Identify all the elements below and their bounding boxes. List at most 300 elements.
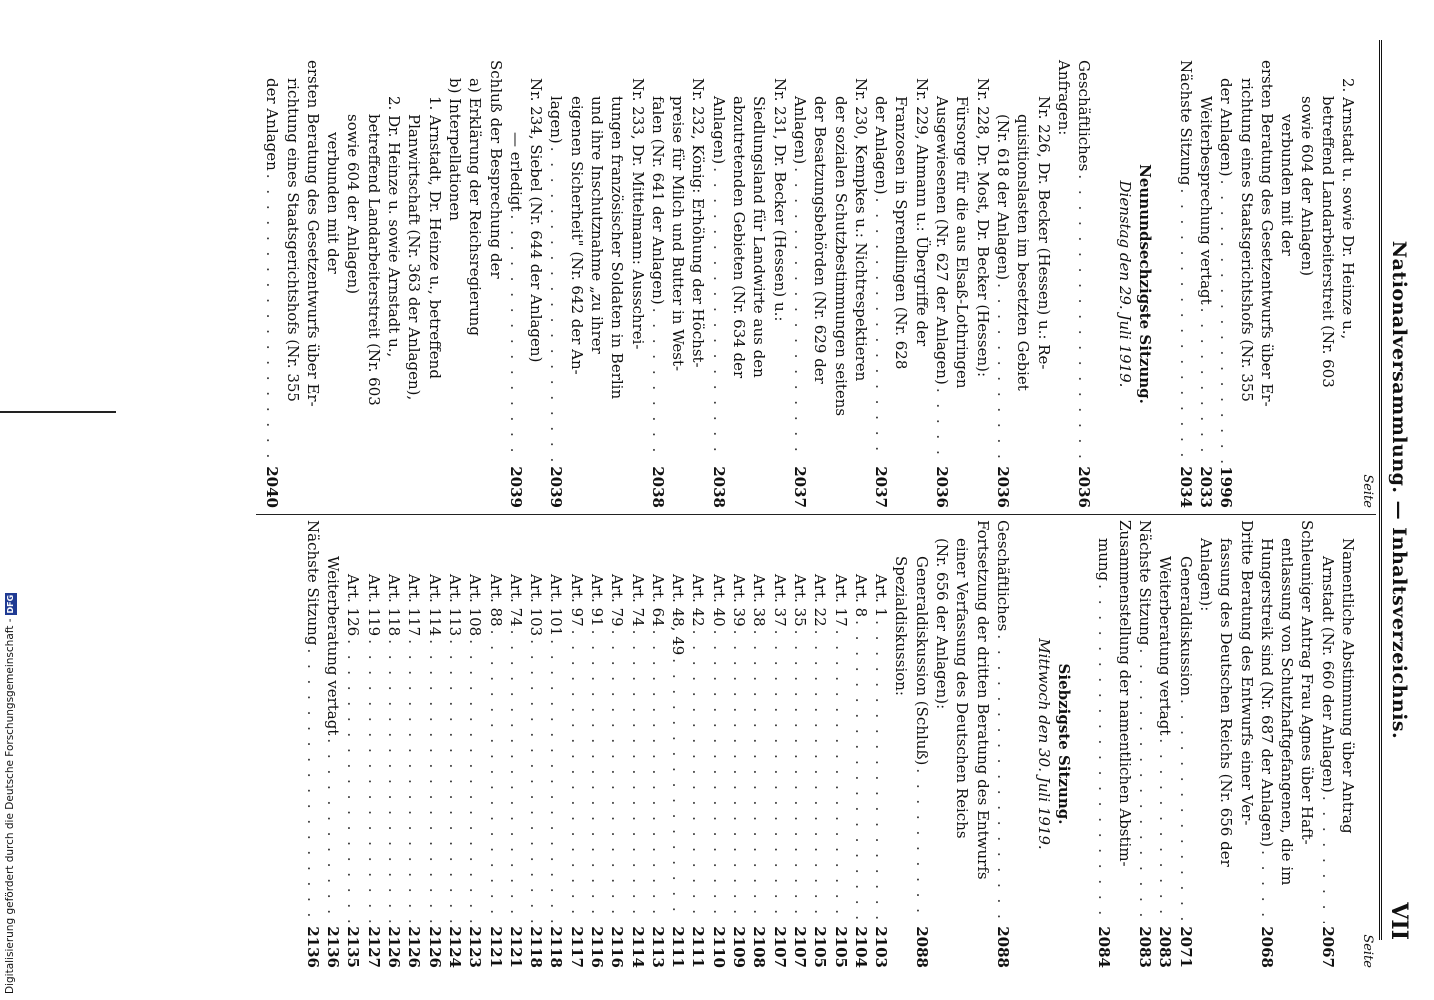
toc-entry-text: einer Verfassung des Deutschen Reichs (953, 538, 972, 839)
toc-entry-text: der Besatzungsbehörden (Nr. 629 der (811, 96, 830, 384)
toc-line (709, 60, 729, 508)
dot-leader (546, 147, 566, 464)
toc-line (485, 520, 505, 968)
toc-entry-text: (Nr. 656 der Anlagen): (933, 538, 952, 710)
page-ref: 2127 (364, 926, 383, 968)
toc-line (932, 520, 952, 968)
toc-line (465, 60, 485, 508)
toc-entry-text: Planwirtschaft (Nr. 363 der Anlagen), (405, 114, 424, 401)
toc-line (729, 520, 749, 968)
page-ref: 2126 (425, 926, 444, 968)
dot-leader (262, 174, 282, 463)
toc-entry-text: Art. 113 (445, 574, 464, 637)
dot-leader (810, 630, 830, 924)
toc-entry-text: Nr. 229, Ahmann u.: Übergriffe der (912, 78, 931, 347)
page-ref: 2114 (628, 926, 647, 968)
toc-entry-text: Nr. 233, Dr. Mittelmann: Ausschrei- (628, 78, 647, 350)
toc-entry-text: Art. 79 (608, 574, 627, 627)
toc-line (790, 60, 810, 508)
toc-line (830, 60, 850, 508)
toc-entry-text: ersten Beratung des Gesetzentwurfs über Er- (303, 60, 322, 407)
dot-leader (709, 630, 729, 924)
dot-leader (587, 630, 607, 924)
dot-leader (1135, 648, 1155, 923)
toc-line (1135, 520, 1155, 968)
toc-entry-text: Art. 42 (689, 574, 708, 627)
toc-line (1317, 520, 1337, 968)
toc-line (1196, 60, 1216, 508)
toc-entry-text: sowie 604 der Anlagen) (1298, 96, 1317, 277)
dot-leader (688, 630, 708, 924)
toc-line (1155, 520, 1175, 968)
toc-line (729, 60, 749, 508)
toc-line (851, 60, 871, 508)
toc-entry-text: Nächste Sitzung (1176, 60, 1195, 186)
toc-entry-text: 2. Arnstadt u. sowie Dr. Heinze u., (1339, 78, 1357, 340)
toc-line (1033, 60, 1053, 508)
toc-entry-text: Mittwoch den 30. Juli 1919. (1034, 638, 1053, 850)
dot-leader (648, 630, 668, 924)
page-ref: 2036 (1075, 466, 1094, 508)
page-ref: 2068 (1257, 926, 1276, 968)
toc-entry-text: Art. 17 (831, 574, 850, 627)
toc-entry-text: Nr. 231, Dr. Becker (Hessen) u.: (770, 78, 789, 322)
toc-line (972, 520, 992, 968)
page-ref: 2116 (608, 926, 627, 968)
toc-line (384, 60, 404, 508)
blank-line (1094, 60, 1114, 508)
dot-leader (1317, 796, 1337, 923)
page-ref: 2034 (1176, 466, 1195, 508)
dot-leader (932, 388, 952, 463)
toc-line (1094, 520, 1114, 968)
page-ref: 2105 (831, 926, 850, 968)
toc-entry-text: Fortsetzung der dritten Beratung des Entwurfs (973, 520, 992, 880)
toc-entry-text: entlassung von Schutzhaftgefangenen, die im (1278, 538, 1297, 886)
toc-entry-text: Art. 22 (811, 574, 830, 627)
page-ref: 2126 (385, 926, 404, 968)
toc-entry-text: Nr. 230, Kempkes u.: Nichtrespektieren (851, 78, 870, 382)
toc-entry-text: Art. 88 (486, 574, 505, 627)
toc-line (627, 520, 647, 968)
page-ref: 2136 (324, 926, 343, 968)
dot-leader (343, 639, 363, 923)
page-ref: 2083 (1156, 926, 1175, 968)
dot-leader (506, 630, 526, 924)
toc-line (932, 60, 952, 508)
toc-line (1297, 520, 1317, 968)
toc-line (1277, 520, 1297, 968)
page-ref: 2038 (648, 466, 667, 508)
dot-leader (1094, 584, 1114, 923)
toc-line (993, 520, 1013, 968)
toc-line (871, 60, 891, 508)
toc-line (749, 60, 769, 508)
toc-entry-text: Nr. 228, Dr. Most, Dr. Becker (Hessen): (973, 78, 992, 378)
toc-line (1013, 60, 1033, 508)
toc-line (1297, 60, 1317, 508)
column-divider (256, 514, 1376, 515)
toc-line (546, 520, 566, 968)
toc-line (688, 60, 708, 508)
toc-entry-text: Anfragen: (1054, 60, 1073, 136)
page-ref: 2107 (770, 926, 789, 968)
toc-entry-text: fassung des Deutschen Reichs (Nr. 656 der (1217, 538, 1236, 867)
dfg-logo: DFG (6, 594, 15, 614)
toc-line (810, 60, 830, 508)
dot-leader (769, 630, 789, 924)
toc-entry-text: Weiterberatung vertagt (1156, 556, 1175, 736)
toc-entry-text: Art. 40 (709, 574, 728, 627)
toc-line (1175, 60, 1195, 508)
page-ref: 2135 (344, 926, 363, 968)
page-ref: 2036 (993, 466, 1012, 508)
toc-line (851, 520, 871, 968)
session-date (1114, 60, 1134, 508)
toc-lines-right (303, 520, 1358, 968)
dot-leader (506, 215, 526, 464)
toc-entry-text: tungen französischer Soldaten in Berlin (608, 96, 627, 400)
dot-leader (1257, 850, 1277, 923)
toc-entry-text: 1. Arnstadt, Dr. Heinze u., betreffend (425, 96, 444, 379)
toc-entry-text: Nr. 232, König: Erhöhung der Höchst- (689, 78, 708, 368)
toc-line (911, 60, 931, 508)
toc-entry-text: verbunden mit der (1278, 114, 1297, 256)
dot-leader (363, 639, 383, 923)
dot-leader (668, 658, 688, 923)
toc-entry-text: Weiterbesprechung vertagt (1196, 96, 1215, 305)
toc-entry-text: Art. 37 (770, 574, 789, 627)
toc-column-left (262, 60, 1376, 508)
toc-line (749, 520, 769, 968)
dot-leader (384, 639, 404, 923)
page-ref: 2105 (811, 926, 830, 968)
toc-entry-text: Art. 103 (527, 574, 546, 637)
toc-entry-text: Art. 108 (466, 574, 485, 637)
page-number: VII (1386, 902, 1412, 940)
toc-entry-text: Nr. 234, Siebel (Nr. 644 der Anlagen) (527, 78, 546, 363)
margin-stroke (0, 411, 116, 413)
toc-entry-text: — erledigt (506, 132, 525, 212)
toc-line (952, 60, 972, 508)
dot-leader (424, 639, 444, 923)
toc-entry-text: der Anlagen (263, 78, 282, 171)
toc-entry-text: eigenen Sicherheit" (Nr. 642 der An- (567, 96, 586, 375)
toc-entry-text: verbunden mit der (324, 132, 343, 274)
toc-line (952, 520, 972, 968)
session-date (1033, 520, 1053, 968)
page-ref: 2037 (872, 466, 891, 508)
toc-line (972, 60, 992, 508)
toc-entry-text: Geschäftliches (1075, 60, 1094, 172)
toc-line (769, 520, 789, 968)
toc-entry-text: Hungerstreik sind (Nr. 687 der Anlagen) (1257, 538, 1276, 848)
dot-leader (790, 167, 810, 463)
dot-leader (607, 630, 627, 924)
toc-line (830, 520, 850, 968)
toc-line (1277, 60, 1297, 508)
toc-entry-text: Art. 101 (547, 574, 566, 637)
toc-line (282, 60, 302, 508)
toc-line (485, 60, 505, 508)
toc-entry-text: der sozialen Schutzbestimmungen seitens (831, 96, 850, 417)
page-ref: 2111 (689, 926, 708, 968)
toc-entry-text: Anlagen) (709, 96, 728, 165)
toc-entry-text: Art. 117 (405, 574, 424, 637)
toc-line (424, 520, 444, 968)
page-ref: 2083 (1136, 926, 1155, 968)
toc-line (323, 60, 343, 508)
toc-entry-text: Schleuniger Antrag Frau Agnes über Haft- (1298, 520, 1317, 845)
dot-leader (1196, 308, 1216, 464)
page-ref: 2110 (709, 926, 728, 968)
toc-line (1257, 520, 1277, 968)
toc-line (648, 60, 668, 508)
toc-entry-text: ersten Beratung des Gesetzentwurfs über Er- (1257, 60, 1276, 407)
page-ref: 2118 (527, 926, 546, 968)
page-ref: 2123 (466, 926, 485, 968)
page-ref: 2109 (730, 926, 749, 968)
toc-line (343, 60, 363, 508)
toc-line (363, 60, 383, 508)
toc-line (871, 520, 891, 968)
toc-line (587, 60, 607, 508)
dot-leader (871, 198, 891, 464)
toc-entry-text: Anlagen): (1196, 538, 1215, 612)
page-ref: 2036 (933, 466, 952, 508)
toc-entry-text: Arnstadt (Nr. 660 der Anlagen) (1318, 556, 1337, 793)
toc-line (1257, 60, 1277, 508)
dot-leader (993, 283, 1013, 463)
toc-entry-text: Art. 74 (506, 574, 525, 627)
toc-line (303, 520, 323, 968)
credit-text: Digitalisierung gefördert durch die Deutsche Forschungsgemeinschaft - (4, 618, 16, 994)
toc-entry-text: preise für Milch und Butter in West- (669, 96, 688, 372)
dot-leader (1216, 180, 1236, 464)
toc-line (1338, 60, 1358, 508)
toc-line (1317, 60, 1337, 508)
toc-line (1338, 520, 1358, 968)
toc-entry-text: Ausgewiesenen (Nr. 627 der Anlagen) (933, 96, 952, 385)
toc-entry-text: Art. 119 (364, 574, 383, 637)
toc-line (607, 520, 627, 968)
toc-column-right (303, 520, 1376, 968)
toc-entry-text: und ihre Inschutznahme „zu ihrer (588, 96, 607, 354)
page-ref: 2039 (506, 466, 525, 508)
toc-line (566, 60, 586, 508)
toc-line (323, 520, 343, 968)
toc-entry-text: Zusammenstellung der namentlichen Abstim- (1115, 520, 1134, 867)
toc-entry-text: Art. 1 (872, 574, 891, 618)
toc-line (546, 60, 566, 508)
toc-entry-text: Art. 39 (730, 574, 749, 627)
dot-leader (566, 630, 586, 924)
toc-entry-text: Art. 114 (425, 574, 444, 637)
toc-line (790, 520, 810, 968)
toc-entry-text: Namentliche Abstimmung über Antrag (1339, 538, 1357, 834)
toc-entry-text: Nr. 226, Dr. Becker (Hessen) u.: Re- (1034, 96, 1053, 370)
toc-line (445, 60, 465, 508)
toc-entry-text: 2. Dr. Heinze u. sowie Arnstadt u., (385, 96, 404, 358)
toc-entry-text: Dritte Beratung des Entwurfs einer Ver- (1237, 520, 1256, 826)
blank-line (1155, 60, 1175, 508)
toc-entry-text: Siebzigste Sitzung. (1054, 663, 1073, 825)
toc-line (506, 520, 526, 968)
toc-line (1054, 60, 1074, 508)
toc-line (668, 520, 688, 968)
session-heading (1054, 520, 1074, 968)
toc-line (363, 520, 383, 968)
toc-line (1236, 60, 1256, 508)
toc-line (810, 520, 830, 968)
toc-line (566, 520, 586, 968)
toc-entry-text: Art. 97 (567, 574, 586, 627)
toc-entry-text: Neunundsechzigste Sitzung. (1136, 164, 1155, 404)
toc-entry-text: Siedlungsland für Landwirte aus den (750, 96, 769, 378)
toc-line (911, 520, 931, 968)
toc-line (627, 60, 647, 508)
dot-leader (1175, 188, 1195, 463)
toc-entry-text: Schluß der Besprechung der (486, 60, 505, 279)
page-ref: 2084 (1095, 926, 1114, 968)
toc-lines-left (262, 60, 1358, 508)
toc-entry-text: Art. 118 (385, 574, 404, 637)
page-ref: 2088 (912, 926, 931, 968)
page-ref: 2038 (709, 466, 728, 508)
dot-leader (709, 167, 729, 463)
dot-leader (1175, 699, 1195, 923)
toc-line (1114, 520, 1134, 968)
page-ref: 2107 (790, 926, 809, 968)
dot-leader (465, 639, 485, 923)
toc-line (587, 520, 607, 968)
toc-line (1074, 60, 1094, 508)
digitization-credit (2, 594, 18, 994)
toc-entry-text: a) Erklärung der Reichsregierung (466, 78, 485, 336)
toc-entry-text: Art. 8 (851, 574, 870, 618)
toc-entry-text: der Anlagen) (872, 96, 891, 195)
toc-line (668, 60, 688, 508)
toc-entry-text: abzutretenden Gebieten (Nr. 634 der (730, 96, 749, 379)
dot-leader (648, 308, 668, 464)
page-ref: 2117 (567, 926, 586, 968)
dot-leader (404, 639, 424, 923)
toc-line (648, 520, 668, 968)
toc-line (424, 60, 444, 508)
toc-line (607, 60, 627, 508)
dot-leader (445, 639, 465, 923)
toc-entry-text: Art. 38 (750, 574, 769, 627)
toc-entry-text: Geschäftliches (993, 520, 1012, 632)
toc-line (404, 520, 424, 968)
toc-entry-text: betreffend Landarbeiterstreit (Nr. 603 (1318, 96, 1337, 388)
dot-leader (749, 630, 769, 924)
toc-entry-text: sowie 604 der Anlagen) (344, 114, 363, 295)
dot-leader (627, 630, 647, 924)
toc-entry-text: Generaldiskussion (Schluß) (912, 556, 931, 766)
toc-line (1216, 60, 1236, 508)
dot-leader (993, 634, 1013, 923)
toc-entry-text: Anlagen) (790, 96, 809, 165)
toc-entry-text: Art. 126 (344, 574, 363, 637)
toc-line (688, 520, 708, 968)
page-ref: 2124 (445, 926, 464, 968)
toc-line (1196, 520, 1216, 968)
page-ref: 2040 (263, 466, 282, 508)
toc-entry-text: (Nr. 618 der Anlagen) (993, 114, 1012, 281)
toc-entry-text: lagen) (547, 96, 566, 144)
toc-entry-text: Spezialdiskussion: (892, 556, 911, 696)
toc-line (709, 520, 729, 968)
page-ref: 2088 (993, 926, 1012, 968)
page-ref: 1996 (1217, 466, 1236, 508)
dot-leader (1155, 738, 1175, 923)
page-ref: 2113 (648, 926, 667, 968)
page-ref: 2136 (303, 926, 322, 968)
toc-line (993, 60, 1013, 508)
page-ref: 2118 (547, 926, 566, 968)
toc-line (262, 60, 282, 508)
dot-leader (485, 630, 505, 924)
toc-line (769, 60, 789, 508)
toc-line (506, 60, 526, 508)
toc-entry-text: Generaldiskussion (1176, 556, 1195, 697)
page-ref: 2108 (750, 926, 769, 968)
page-ref: 2111 (669, 926, 688, 968)
toc-line (1216, 520, 1236, 968)
toc-entry-text: richtung eines Staatsgerichtshofs (Nr. 355 (283, 78, 302, 402)
toc-entry-text: Nächste Sitzung (1136, 520, 1155, 646)
toc-line (526, 60, 546, 508)
toc-entry-text: Art. 48, 49 (669, 574, 688, 656)
toc-entry-text: quisitionslasten im besetzten Gebiet (1014, 114, 1033, 391)
toc-line (445, 520, 465, 968)
toc-entry-text: mung (1095, 538, 1114, 582)
session-heading (1135, 60, 1155, 508)
toc-entry-text: der Anlagen) (1217, 78, 1236, 177)
dot-leader (851, 620, 871, 923)
toc-entry-text: richtung eines Staatsgerichtshofs (Nr. 355 (1237, 78, 1256, 402)
toc-line (526, 520, 546, 968)
dot-leader (1074, 174, 1094, 463)
page-ref: 2071 (1176, 926, 1195, 968)
seite-label: Seite (1360, 934, 1375, 968)
toc-entry-text: Art. 91 (588, 574, 607, 627)
seite-label: Seite (1360, 474, 1375, 508)
toc-entry-text: Franzosen in Sprendlingen (Nr. 628 (892, 96, 911, 370)
toc-line (465, 520, 485, 968)
page-ref: 2121 (486, 926, 505, 968)
dot-leader (526, 639, 546, 923)
blank-line (1074, 520, 1094, 968)
page-header (1379, 40, 1412, 940)
dot-leader (729, 630, 749, 924)
blank-line (1013, 520, 1033, 968)
toc-entry-text: Nächste Sitzung (303, 520, 322, 646)
page-ref: 2104 (851, 926, 870, 968)
dot-leader (871, 620, 891, 923)
toc-entry-text: Dienstag den 29. Juli 1919. (1115, 180, 1134, 388)
toc-entry-text: Fürsorge für die aus Elsaß-Lothringen (953, 96, 972, 389)
page-ref: 2067 (1318, 926, 1337, 968)
toc-line (891, 520, 911, 968)
toc-entry-text: Weiterberatung vertagt (324, 556, 343, 736)
toc-line (343, 520, 363, 968)
toc-entry-text: Art. 35 (790, 574, 809, 627)
dot-leader (911, 768, 931, 923)
dot-leader (830, 630, 850, 924)
toc-line (891, 60, 911, 508)
